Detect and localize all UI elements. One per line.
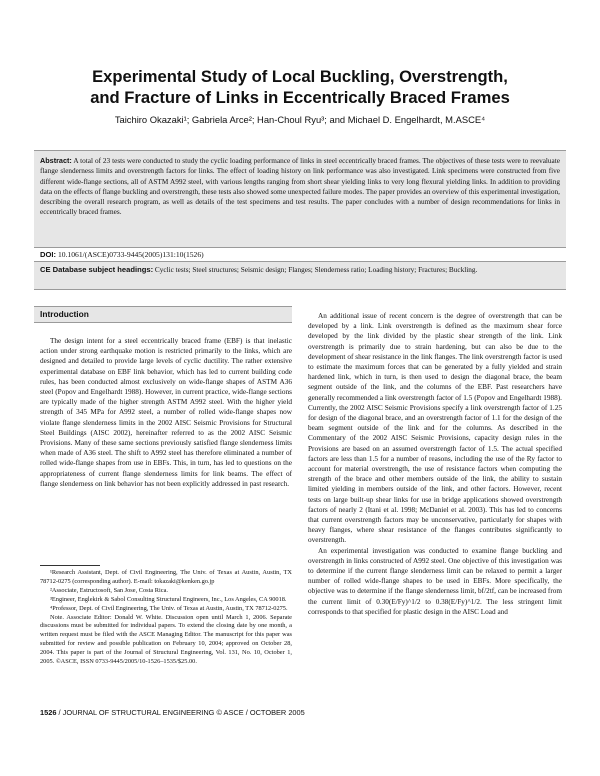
footnote-divider [40,565,100,566]
paper-title [40,66,560,108]
title-line-2: and Fracture of Links in Eccentrically Braced Frames [90,88,510,107]
footnote-1: ¹Research Assistant, Dept. of Civil Engineering, The Univ. of Texas at Austin, Austin, TX 78712-0275 (corresponding author). E-mail: tokazaki@kenken.go.jp [40,569,292,585]
author-list: Taichiro Okazaki¹; Gabriela Arce²; Han-Choul Ryu³; and Michael D. Engelhardt, M.ASCE⁴ [114,114,486,125]
footnotes [40,569,292,667]
footnote-2: ²Associate, Estructosoft, San Jose, Costa Rica. [50,586,169,594]
abstract [40,156,560,218]
subject-headings-text: Cyclic tests; Steel structures; Seismic design; Flanges; Slenderness ratio; Loading history; Fractures; Buckling. [154,266,478,274]
right-paragraph-2: An experimental investigation was conducted to examine flange buckling and overstrength in links constructed of A992 steel. One objective of this investigation was to determine if the current flange slenderness limit can be relaxed to permit a larger number of rolled wide-flange shapes to be used in EBFs. More specifically, the objective was to determine if the flange slenderness limit, bf/2tf, can be increased from the current limit of 0.30(E/Fy)^1/2 to 0.38(E/Fy)^1/2. The less stringent limit corresponds to that specified for plastic design in the AISC Load and [308,546,562,616]
editor-note: Note. Associate Editor: Donald W. White. Discussion open until March 1, 2006. Separate discussions must be submitted for individual papers. To extend the closing date by one month, a written request must be filed with the ASCE Managing Editor. The manuscript for this paper was submitted for review and possible publication on February 10, 2004; approved on October 28, 2004. This paper is part of the Journal of Structural Engineering, Vol. 131, No. 10, October 1, 2005. ©ASCE, ISSN 0733-9445/2005/10-1526–1535/$25.00. [40,613,292,666]
title-line-1: Experimental Study of Local Buckling, Overstrength, [92,67,508,86]
left-column-body [40,336,292,489]
abstract-label: Abstract: [40,156,72,165]
right-column-body [308,311,562,617]
subject-headings [40,265,560,275]
right-paragraph-1: An additional issue of recent concern is the degree of overstrength that can be developed by a link. Link overstrength is defined as the maximum shear force developed by the link divided by the plastic shear strength of the link. Link overstrength is primarily due to strain hardening, but can also be due to the development of shear resistance in the link flanges. The link overstrength factor is used to estimate the maximum forces that can be generated by a fully yielded and strain hardened link, which in turn, is then used to design the diagonal brace, the beam segment outside of the link, and the columns of the EBF. Past researchers have generally recommended a link overstrength factor of 1.5 (Popov and Engelhardt 1988). Currently, the 2002 AISC Seismic Provisions specify a link overstrength factor of 1.25 for design of the diagonal brace, and an overstrength factor of 1.1 for the design of the beam segment outside of the link and for the columns. As described in the Commentary of the 2002 AISC Seismic Provisions, capacity design rules in the Provisions are based on an assumed overstrength factor of 1.5. The actual specified factors are less than 1.5 for a number of reasons, including the use of the Ry factor to account for material overstrength, the use of resistance factors when computing the strength of the brace and other members outside of the link, the ability to sustain limited yielding in members outside of the link, and other factors. However, recent tests on large built-up shear links for use in bridge applications showed overstrength factors of nearly 2 (Itani et al. 1998; McDaniel et al. 2003). This has led to concerns that current overstrength factors may be unconservative, particularly for shapes with heavy flanges, where shear resistance of the flanges contributes significantly to overstrength. [308,312,562,545]
page-footer [40,708,560,718]
doi-line [40,250,560,260]
introduction-heading: Introduction [40,309,89,319]
journal-footer-text: / JOURNAL OF STRUCTURAL ENGINEERING © ASCE / OCTOBER 2005 [58,708,305,717]
subject-headings-label: CE Database subject headings: [40,265,154,274]
abstract-text: A total of 23 tests were conducted to study the cyclic loading performance of links in steel eccentrically braced frames. The objectives of these tests were to reevaluate flange slenderness limits and overstrength factors for links. The effect of loading history on link performance was also investigated. Link specimens were constructed from five different wide-flange sections, all of ASTM A992 steel, with various lengths ranging from short shear yielding links to very long flexural yielding links. In addition to providing data on the effects of flange buckling and overstrength, these tests also showed some unexpected failure modes. The paper provides an overview of this experimental investigation, describing the overall research program, as well as details of the test specimens and test results. The paper concludes with a number of design recommendations for links in eccentrically braced frames. [40,157,561,217]
intro-paragraph: The design intent for a steel eccentrically braced frame (EBF) is that inelastic action under strong earthquake motion is restricted primarily to the links, which are designed and detailed to provide large levels of cyclic ductility. The rather extensive experimental database on EBF link behavior, which has led to current building code rules, has been conducted almost exclusively on wide-flange shapes of ASTM A36 steel (Popov and Engelhardt 1988). However, in current practice, wide-flange sections are typically made of the higher strength ASTM A992 steel. With the higher yield strength of 345 MPa for A992 steel, a number of rolled wide-flange shapes now violate flange slenderness limits in the 2002 AISC Seismic Provisions for Structural Steel Buildings (AISC 2002), hereinafter referred to as the 2002 AISC Seismic Provisions. Many of these same sections previously satisfied flange slenderness limits when made of A36 steel. The shift to A992 steel has therefore eliminated a number of rolled wide-flange shapes from use in EBFs. This, in turn, has led to questions on the appropriateness of current flange slenderness limits for link beams. The effect of flange slenderness on link behavior has not been explicitly addressed in past research. [40,337,292,488]
page-number: 1526 [40,708,57,717]
doi-label: DOI: [40,250,57,259]
footnote-3: ³Engineer, Englekirk & Sabol Consulting Structural Engineers, Inc., Los Angeles, CA 90018. [50,595,287,603]
footnote-4: ⁴Professor, Dept. of Civil Engineering, The Univ. of Texas at Austin, Austin, TX 78712-0275. [50,604,288,612]
doi-value[interactable]: 10.1061/(ASCE)0733-9445(2005)131:10(1526) [57,250,204,259]
